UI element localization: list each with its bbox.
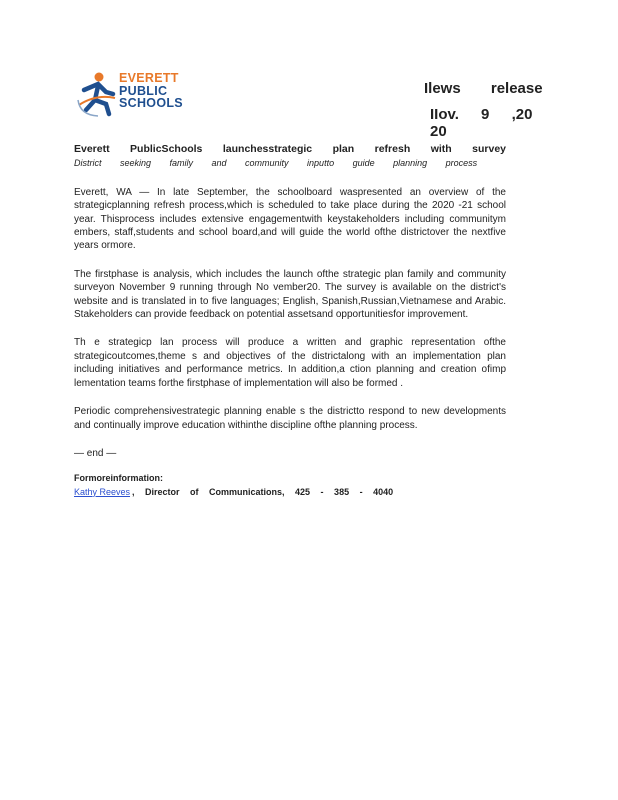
logo-line-public: PUBLIC (119, 83, 168, 98)
logo-wordmark (119, 72, 183, 110)
release-header (420, 80, 560, 140)
contact-details: , Director of Communications, 425 - 385 - 4040 (132, 486, 394, 497)
contact-heading: Formoreinformation: (74, 473, 163, 484)
subheadline: District seeking family and community inputto guide planning process (74, 158, 478, 169)
contact-line (74, 486, 506, 499)
paragraph-periodic-planning: Periodic comprehensivestrategic planning enable s the districtto respond to new developments and continually improve education withinthe discipline ofthe planning process. (74, 406, 506, 431)
everett-public-schools-logo (76, 70, 196, 118)
logo-line-everett: EVERETT (119, 71, 179, 85)
paragraph-intro: Everett, WA — In late September, the schoolboard waspresented an overview of the strategicplanning refresh process,which is scheduled to take place during the 2020 -21 school year. Thisprocess includes extensive engagementwith keystakeholders including communitym embers, staff,students and school board,and will guide the world ofthe districtover the nextfive years ormore. (74, 186, 506, 252)
end-marker: — end — (74, 447, 117, 459)
contact-name-link[interactable]: Kathy Reeves (74, 486, 131, 497)
news-release-label: Ilews release (424, 80, 543, 97)
release-date: IIov. 9 ,20 20 (430, 106, 533, 140)
logo-line-schools: SCHOOLS (119, 96, 183, 110)
runner-icon (76, 70, 118, 118)
paragraph-first-phase: The firstphase is analysis, which includes the launch ofthe strategic plan family and community surveyon November 9 running through No vember20. The survey is available on the district's website and is translated in to five languages; English, Spanish,Russian,Vietnamese and Arabic. Stakeholders can provide feedback on potential assetsand opportunitiesfor improvement. (74, 268, 506, 321)
headline: Everett PublicSchools launchesstrategic plan refresh with survey (74, 143, 506, 155)
press-release-body (74, 143, 506, 499)
paragraph-plan-process: Th e strategicp lan process will produce a written and graphic representation ofthe strategicoutcomes,theme s and objectives of the districtalong with an implementation plan including initiatives and performance metrics. In addition,a ction planning and creation ofimp lementation teams forthe firstphase of implementation will also be formed . (74, 337, 506, 389)
